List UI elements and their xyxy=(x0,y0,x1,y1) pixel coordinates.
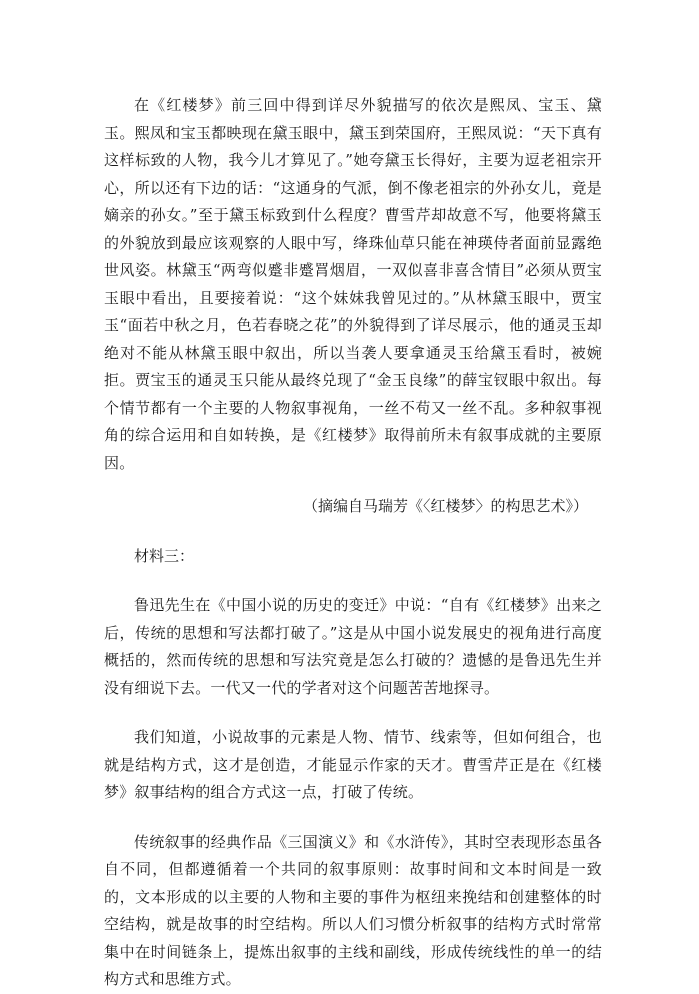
spacer xyxy=(104,702,602,724)
spacer xyxy=(104,807,602,829)
paragraph-3: 我们知道，小说故事的元素是人物、情节、线索等，但如何组合，也就是结构方式，这才是创造，才能显示作家的天才。曹雪芹正是在《红楼梦》叙事结构的组合方式这一点，打破了传统。 xyxy=(104,728,602,801)
spacer xyxy=(104,477,602,493)
paragraph-1: 在《红楼梦》前三回中得到详尽外貌描写的依次是熙凤、宝玉、黛玉。熙凤和宝玉都映现在黛玉眼中，黛玉到荣国府，王熙凤说：“天下真有这样标致的人物，我今儿才算见了。”她夸黛玉长得好，主要为逗老祖宗开心，所以还有下边的话：“这通身的气派，倒不像老祖宗的外孙女儿，竟是嫡亲的孙女。”至于黛玉标致到什么程度？曹雪芹却故意不写，他要将黛玉的外貌放到最应该观察的人眼中写，绛珠仙草只能在神瑛侍者面前显露绝世风姿。林黛玉“两弯似蹙非蹙罥烟眉，一双似喜非喜含情目”必须从贾宝玉眼中看出，且要接着说：“这个妹妹我曾见过的。”从林黛玉眼中，贾宝玉“面若中秋之月，色若春晓之花”的外貌得到了详尽展示，他的通灵玉却绝对不能从林黛玉眼中叙出，所以当袭人要拿通灵玉给黛玉看时，被婉拒。贾宝玉的通灵玉只能从最终兑现了“金玉良缘”的薛宝钗眼中叙出。每个情节都有一个主要的人物叙事视角，一丝不苟又一丝不乱。多种叙事视角的综合运用和自如转换，是《红楼梦》取得前所未有叙事成就的主要原因。 xyxy=(104,96,602,472)
spacer xyxy=(104,521,602,543)
section-heading: 材料三： xyxy=(134,546,195,565)
source-citation: （摘编自马瑞芳《〈红楼梦〉的构思艺术》） xyxy=(302,497,588,515)
spacer xyxy=(104,570,602,592)
paragraph-4: 传统叙事的经典作品《三国演义》和《水浒传》，其时空表现形态虽各自不同，但都遵循着一个共同的叙事原则：故事时间和文本时间是一致的，文本形成的以主要的人物和主要的事件为枢纽来挽结和创建整体的时空结构，就是故事的时空结构。所以人们习惯分析叙事的结构方式时常常集中在时间链条上，提炼出叙事的主线和副线，形成传统线性的单一的结构方式和思维方式。 xyxy=(104,832,602,988)
paragraph-2: 鲁迅先生在《中国小说的历史的变迁》中说：“自有《红楼梦》出来之后，传统的思想和写法都打破了。”这是从中国小说发展史的视角进行高度概括的，然而传统的思想和写法究竟是怎么打破的？遗憾的是鲁迅先生并没有细说下去。一代又一代的学者对这个问题苦苦地探寻。 xyxy=(104,596,602,697)
document-page xyxy=(104,92,602,994)
